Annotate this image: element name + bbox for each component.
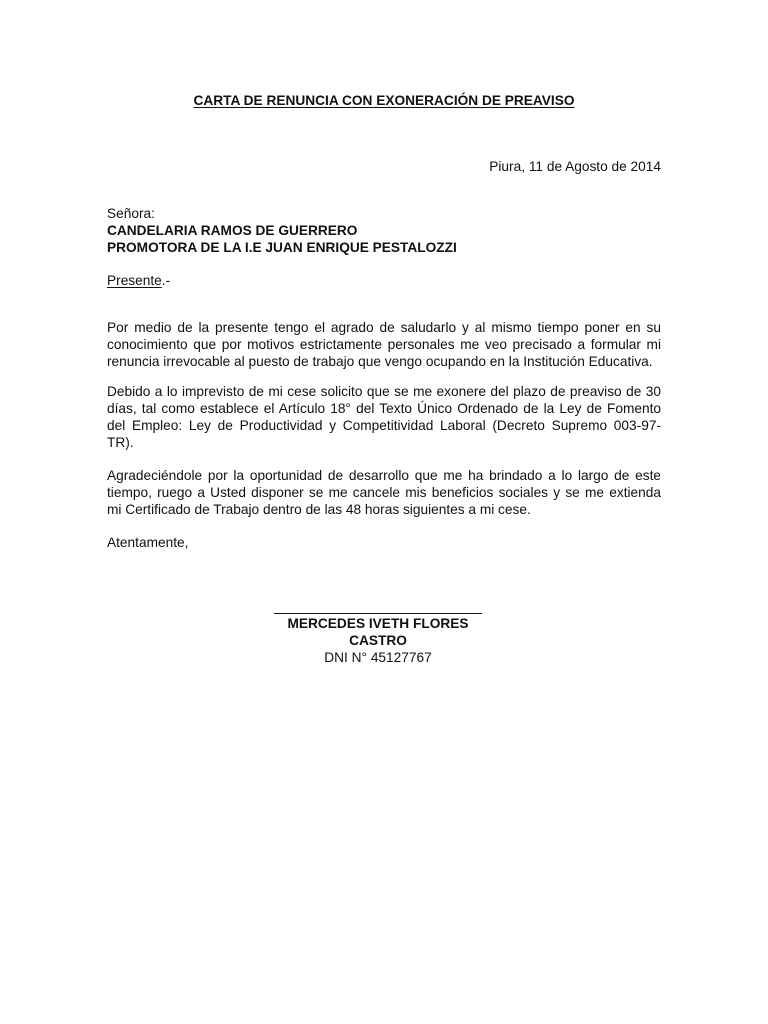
recipient-name: CANDELARIA RAMOS DE GUERRERO [107, 223, 358, 238]
paragraph-1 [107, 319, 661, 370]
signer-name-line2: CASTRO [349, 633, 407, 648]
place-date: Piura, 11 de Agosto de 2014 [489, 159, 661, 174]
presente-line [107, 272, 661, 289]
signer-id: DNI N° 45127767 [324, 650, 432, 665]
paragraph-3 [107, 467, 661, 518]
signer-name-line1: MERCEDES IVETH FLORES [287, 616, 469, 631]
signature-block [274, 615, 482, 666]
paragraph-line: tiempo, ruego a Usted disponer se me cancele mis beneficios sociales y se me extienda [107, 485, 661, 500]
closing: Atentamente, [107, 535, 189, 550]
addressee-block [107, 205, 661, 256]
paragraph-line: días, tal como establece el Artículo 18° del Texto Único Ordenado de la Ley de Fomento [107, 401, 661, 416]
signature-line [274, 613, 482, 614]
paragraph-line: mi Certificado de Trabajo dentro de las 48 horas siguientes a mi cese. [107, 502, 531, 517]
letter-title: CARTA DE RENUNCIA CON EXONERACIÓN DE PREAVISO [193, 93, 575, 108]
paragraph-line: Por medio de la presente tengo el agrado de saludarlo y al mismo tiempo poner en su [107, 320, 661, 335]
presente-word: Presente [107, 273, 162, 288]
paragraph-line: del Empleo: Ley de Productividad y Competitividad Laboral (Decreto Supremo 003-97- [107, 418, 661, 433]
paragraph-line: conocimiento que por motivos estrictamente personales me veo precisado a formular mi [107, 337, 661, 352]
paragraph-2 [107, 383, 661, 451]
paragraph-line: renuncia irrevocable al puesto de trabajo que vengo ocupando en la Institución Educativa. [107, 354, 653, 369]
recipient-title: PROMOTORA DE LA I.E JUAN ENRIQUE PESTALOZZI [107, 240, 457, 255]
salutation: Señora: [107, 206, 155, 221]
paragraph-line: Debido a lo imprevisto de mi cese solicito que se me exonere del plazo de preaviso de 30 [107, 384, 661, 399]
presente-suffix: .- [161, 273, 171, 288]
paragraph-line: TR). [107, 435, 134, 450]
paragraph-line: Agradeciéndole por la oportunidad de desarrollo que me ha brindado a lo largo de este [107, 468, 661, 483]
